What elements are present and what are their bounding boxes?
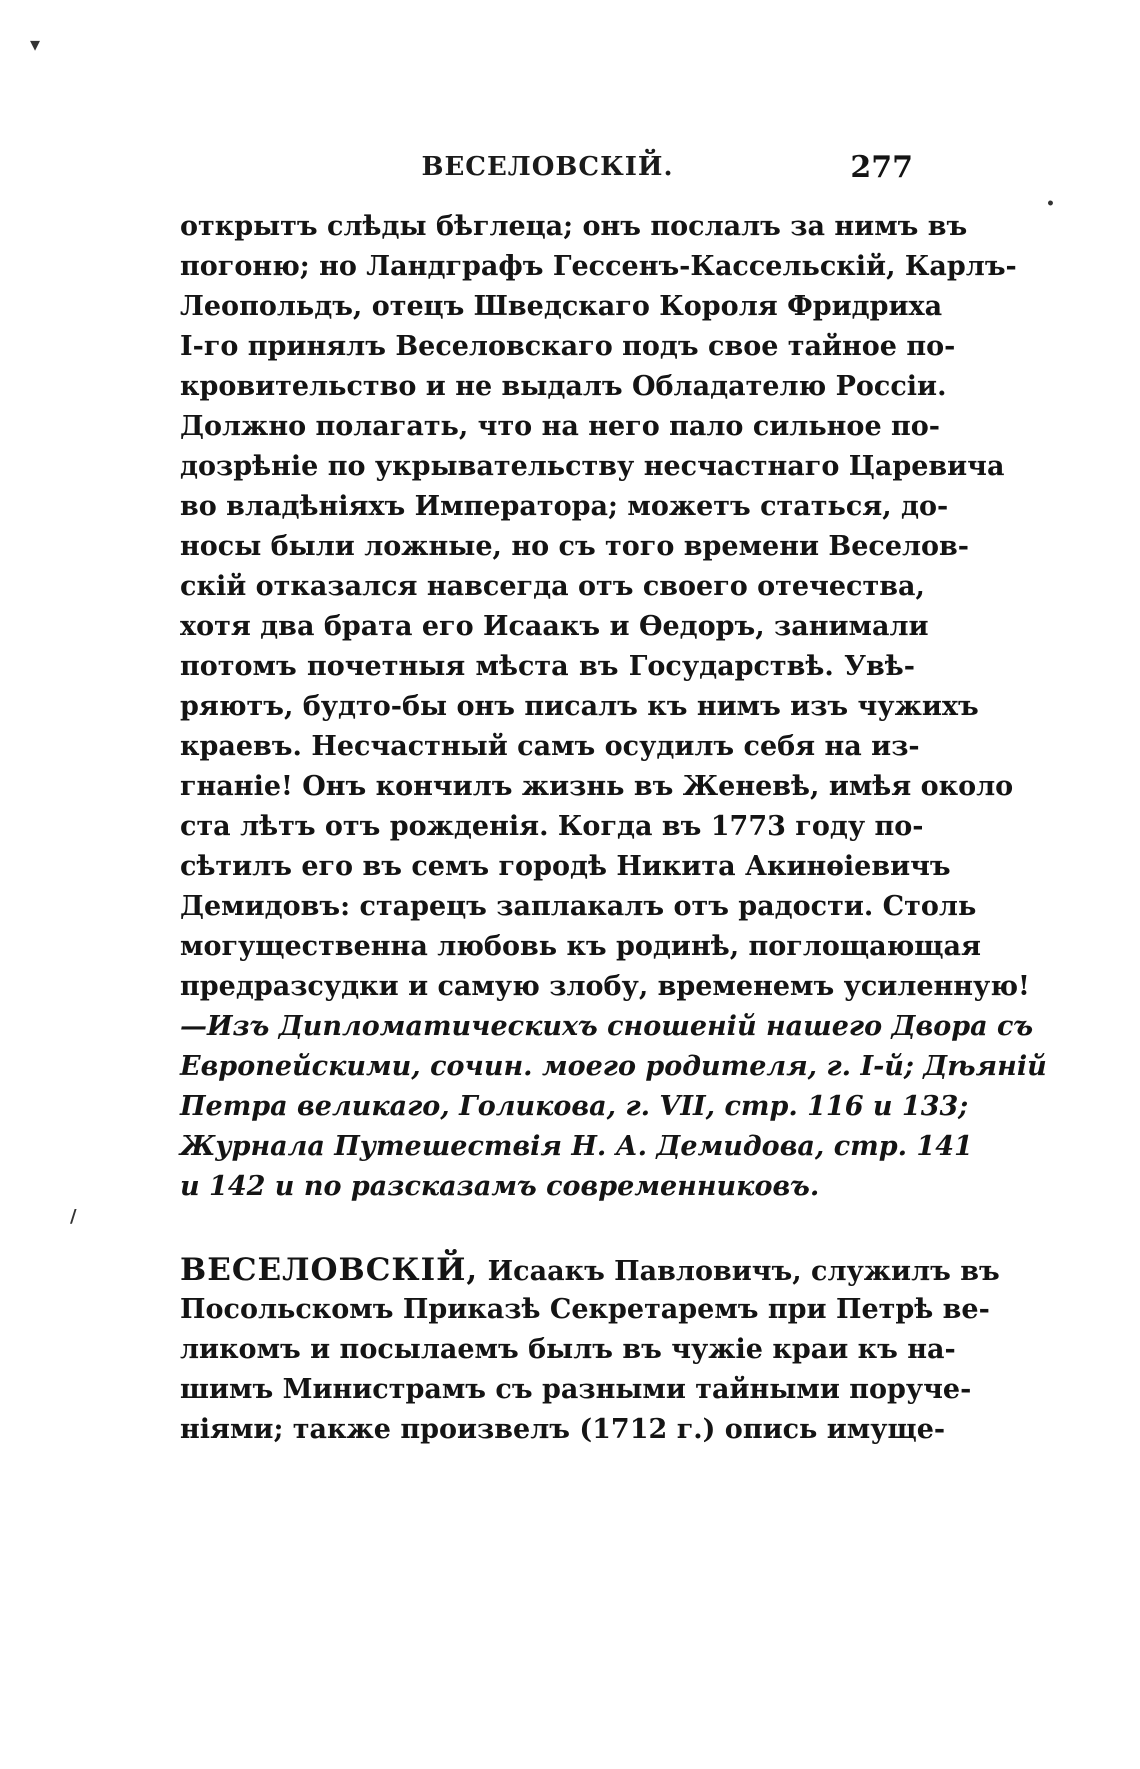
text-line: I-го принялъ Веселовскаго подъ свое тайное по- [180, 331, 956, 362]
source-line: и 142 и по разсказамъ современниковъ. [180, 1171, 820, 1202]
scan-mark: ▾ [30, 32, 41, 56]
scan-mark: / [70, 1206, 77, 1227]
text-line: ряютъ, будто-бы онъ писалъ къ нимъ изъ чужихъ [180, 691, 979, 722]
page-number: 277 [850, 150, 913, 185]
source-line: —Изъ Дипломатическихъ сношеній нашего Двора съ [180, 1011, 1034, 1042]
text-line: во владѣніяхъ Императора; можетъ статься, до- [180, 491, 949, 522]
article-continuation [180, 207, 1047, 1207]
text-line: потомъ почетныя мѣста въ Государствѣ. Увѣ- [180, 651, 915, 682]
text-line: открытъ слѣды бѣглеца; онъ послалъ за нимъ въ [180, 211, 968, 242]
source-line: Петра великаго, Голикова, г. VII, стр. 116 и 133; [180, 1091, 969, 1122]
text-line: краевъ. Несчастный самъ осудилъ себя на из- [180, 731, 920, 762]
text-line: сѣтилъ его въ семъ городѣ Никита Акинѳіевичъ [180, 851, 951, 882]
article-entry [180, 1250, 1000, 1450]
entry-first-line-text: Исаакъ Павловичъ, служилъ въ [487, 1256, 1000, 1287]
running-head: ВЕСЕЛОВСКІЙ. [421, 152, 674, 182]
text-line: шимъ Министрамъ съ разными тайными поруче- [180, 1374, 972, 1405]
text-line: ста лѣтъ отъ рожденія. Когда въ 1773 году по- [180, 811, 924, 842]
page-header [180, 146, 915, 188]
text-line: Леопольдъ, отецъ Шведскаго Короля Фридриха [180, 291, 943, 322]
text-line: Должно полагать, что на него пало сильное по- [180, 411, 940, 442]
text-line: носы были ложные, но съ того времени Веселов- [180, 531, 970, 562]
scan-mark: • [1046, 196, 1055, 212]
text-line: могущественна любовь къ родинѣ, поглощающая [180, 931, 981, 962]
source-line: Европейскими, сочин. моего родителя, г. I-й; Дѣяній [180, 1051, 1047, 1082]
text-line: кровительство и не выдалъ Обладателю Россіи. [180, 371, 947, 402]
text-line: предразсудки и самую злобу, временемъ усиленную! [180, 971, 1030, 1002]
entry-first-line [180, 1250, 1000, 1290]
text-line: хотя два брата его Исаакъ и Ѳедоръ, занимали [180, 611, 929, 642]
text-line: скій отказался навсегда отъ своего отечества, [180, 571, 925, 602]
entry-headword: ВЕСЕЛОВСКІЙ, [180, 1252, 479, 1288]
text-line: гнаніе! Онъ кончилъ жизнь въ Женевѣ, имѣя около [180, 771, 1014, 802]
text-line: погоню; но Ландграфъ Гессенъ-Кассельскій, Карлъ- [180, 251, 1017, 282]
text-line: Посольскомъ Приказѣ Секретаремъ при Петрѣ ве- [180, 1294, 990, 1325]
text-line: ликомъ и посылаемъ былъ въ чужіе краи къ на- [180, 1334, 956, 1365]
source-line: Журнала Путешествія Н. А. Демидова, стр. 141 [180, 1131, 973, 1162]
text-line: ніями; также произвелъ (1712 г.) опись имуще- [180, 1414, 946, 1445]
text-line: Демидовъ: старецъ заплакалъ отъ радости. Столь [180, 891, 977, 922]
text-line: дозрѣніе по укрывательству несчастнаго Царевича [180, 451, 1005, 482]
